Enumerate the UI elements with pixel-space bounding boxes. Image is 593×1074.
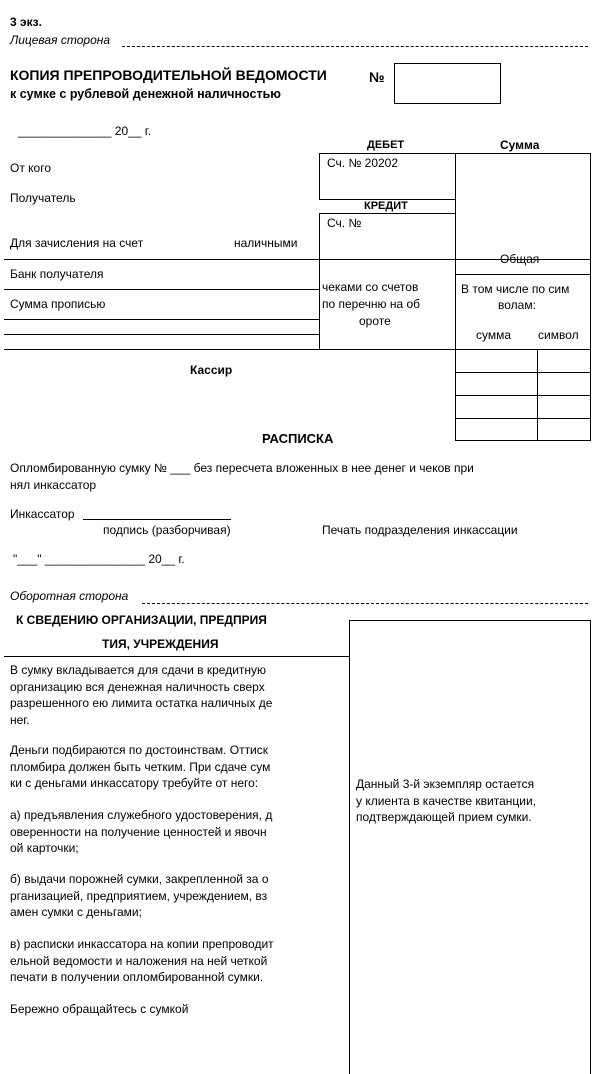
stamp-caption: Печать подразделения инкассации — [322, 523, 518, 537]
notice-paragraph-4: б) выдачи порожней сумки, закрепленной за о рганизацией, предприятием, учреждением, вз амен сумки с деньгами; — [10, 872, 269, 919]
collector-signature-line[interactable] — [83, 519, 231, 520]
cut-line-bottom — [142, 603, 588, 604]
credit-label: КРЕДИТ — [364, 200, 408, 212]
notice-paragraph-1: В сумку вкладывается для сдачи в кредитную организацию вся денежная наличность сверх разрешенного ею лимита остатка наличных де нег. — [10, 663, 273, 727]
receipt-text-2: нял инкассатор — [10, 478, 97, 492]
notice-title-1: К СВЕДЕНИЮ ОРГАНИЗАЦИИ, ПРЕДПРИЯ — [16, 613, 267, 627]
symbol-grid-line-2 — [455, 395, 591, 396]
document-title: КОПИЯ ПРЕПРОВОДИТЕЛЬНОЙ ВЕДОМОСТИ — [10, 67, 327, 83]
cut-line-top — [122, 46, 588, 47]
middle-column-left-border — [319, 213, 320, 350]
cash-label: наличными — [234, 236, 298, 250]
signature-caption: подпись (разборчивая) — [103, 523, 231, 537]
collector-label: Инкассатор — [10, 507, 75, 521]
notice-title-2: ТИЯ, УЧРЕЖДЕНИЯ — [102, 637, 219, 651]
checks-text-2: по перечню на об — [322, 297, 421, 311]
notice-title-underline — [4, 656, 349, 657]
document-number-box[interactable] — [394, 63, 501, 104]
line-amount-words-2 — [4, 334, 319, 335]
back-column-divider — [349, 620, 350, 1074]
credit-box-right-border — [455, 213, 456, 259]
line-bank-row — [4, 289, 319, 290]
right-box-right — [590, 620, 591, 1074]
sum-label: Сумма — [500, 138, 540, 152]
date-line-2: "___" _______________ 20__ г. — [13, 552, 185, 566]
right-note: Данный 3-й экземпляр остается у клиента в качестве квитанции, подтверждающей прием сумки. — [356, 777, 536, 824]
col-sum-header: сумма — [476, 328, 512, 342]
recipient-label: Получатель — [10, 191, 76, 205]
symbol-grid-line-3 — [455, 418, 591, 419]
debit-account: Сч. № 20202 — [327, 156, 399, 170]
cashier-label: Кассир — [190, 363, 233, 377]
col-symbol-header: символ — [538, 328, 579, 342]
number-sign: № — [369, 69, 385, 85]
line-cash-row — [4, 259, 591, 260]
credit-top-line — [319, 213, 456, 214]
amount-words-label: Сумма прописью — [10, 297, 106, 311]
credit-to-account-label: Для зачисления на счет — [10, 236, 144, 250]
date-line: ______________ 20__ г. — [18, 124, 152, 138]
total-label: Общая — [500, 252, 540, 266]
front-side-label: Лицевая сторона — [10, 33, 111, 47]
from-label: От кого — [10, 161, 52, 175]
including-text-2: волам: — [498, 298, 536, 312]
recipient-bank-label: Банк получателя — [10, 267, 104, 281]
line-amount-words-3 — [4, 349, 591, 350]
credit-account: Сч. № — [327, 216, 362, 230]
receipt-title: РАСПИСКА — [262, 431, 334, 446]
notice-paragraph-5: в) расписки инкассатора на копии препроводит ельной ведомости и наложения на ней четкой печати в получении опломбированной сумки. — [10, 937, 274, 984]
sum-column-box — [455, 153, 591, 441]
back-side-label: Оборотная сторона — [10, 589, 129, 603]
notice-paragraph-3: а) предъявления служебного удостоверения, д оверенности на получение ценностей и явочн ой карточки; — [10, 808, 273, 855]
including-text-1: В том числе по сим — [461, 282, 570, 296]
receipt-text-1: Опломбированную сумку № ___ без пересчета вложенных в нее денег и чеков при — [10, 461, 474, 475]
copy-label: 3 экз. — [10, 15, 42, 29]
notice-paragraph-2: Деньги подбираются по достоинствам. Оттиск пломбира должен быть четким. При сдаче сум ки с деньгами инкассатору требуйте от него: — [10, 743, 271, 790]
debit-label: ДЕБЕТ — [367, 139, 405, 151]
right-box-top — [349, 620, 591, 621]
document-subtitle: к сумке с рублевой денежной наличностью — [10, 87, 281, 101]
line-including — [455, 274, 591, 275]
checks-text-3: ороте — [359, 314, 391, 328]
checks-text-1: чеками со счетов — [322, 280, 419, 294]
symbol-grid-line-1 — [455, 372, 591, 373]
line-amount-words-1 — [4, 319, 319, 320]
notice-paragraph-6: Бережно обращайтесь с сумкой — [10, 1002, 189, 1016]
